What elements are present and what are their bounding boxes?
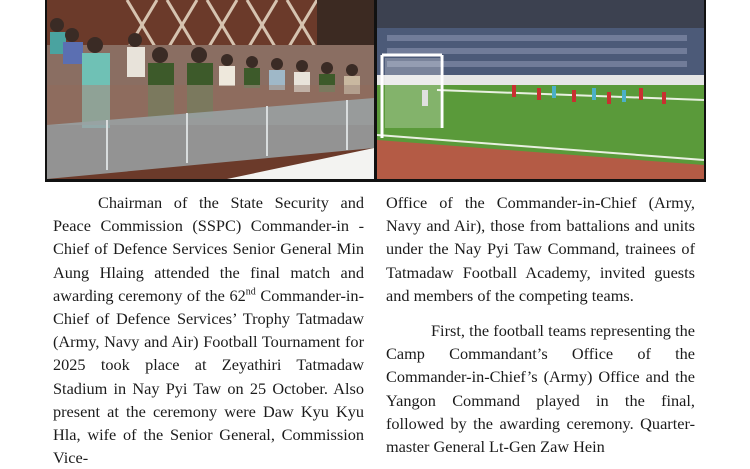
article-paragraph (53, 191, 364, 469)
paragraph-text-continued: Commander-in-Chief of Defence Services’ Trophy Tatmadaw (Army, Navy and Air) Football Tournament for 2025 took place at Zeyathiri Tatmadaw Stadium in Nay Pyi Taw on 25 October. Also present at the ceremony were Daw Kyu Kyu Hla, wife of the Senior General, Commission Vice- (53, 285, 364, 468)
stadium-illustration (377, 0, 704, 179)
article-paragraph-continued: Office of the Commander-in-Chief (Army, Navy and Air), those from battalions and units under the Nay Pyi Taw Command, trainees of Tatmadaw Football Academy, invited guests and members of the competing teams. (386, 193, 695, 305)
ceremony-photo (47, 0, 374, 179)
ordinal-superscript: nd (245, 286, 256, 298)
photo-strip (45, 0, 706, 182)
article-paragraph: First, the football teams representing the Camp Commandant’s Office of the Commander-in-Chief’s (Army) Office and the Yangon Command played in the final, followed by the awarding ceremony. Quarter-master General Lt-Gen Zaw Hein (386, 321, 695, 457)
ceremony-illustration (47, 0, 374, 179)
paragraph-text: Chairman of the State Security and Peace Commission (SSPC) Commander-in -Chief of Defence Services Senior General Min Aung Hlaing attended the final match and awarding ceremony of the 62 (53, 193, 364, 305)
article-left-column (53, 191, 364, 469)
article-right-column (386, 191, 695, 458)
football-match-photo (377, 0, 704, 179)
